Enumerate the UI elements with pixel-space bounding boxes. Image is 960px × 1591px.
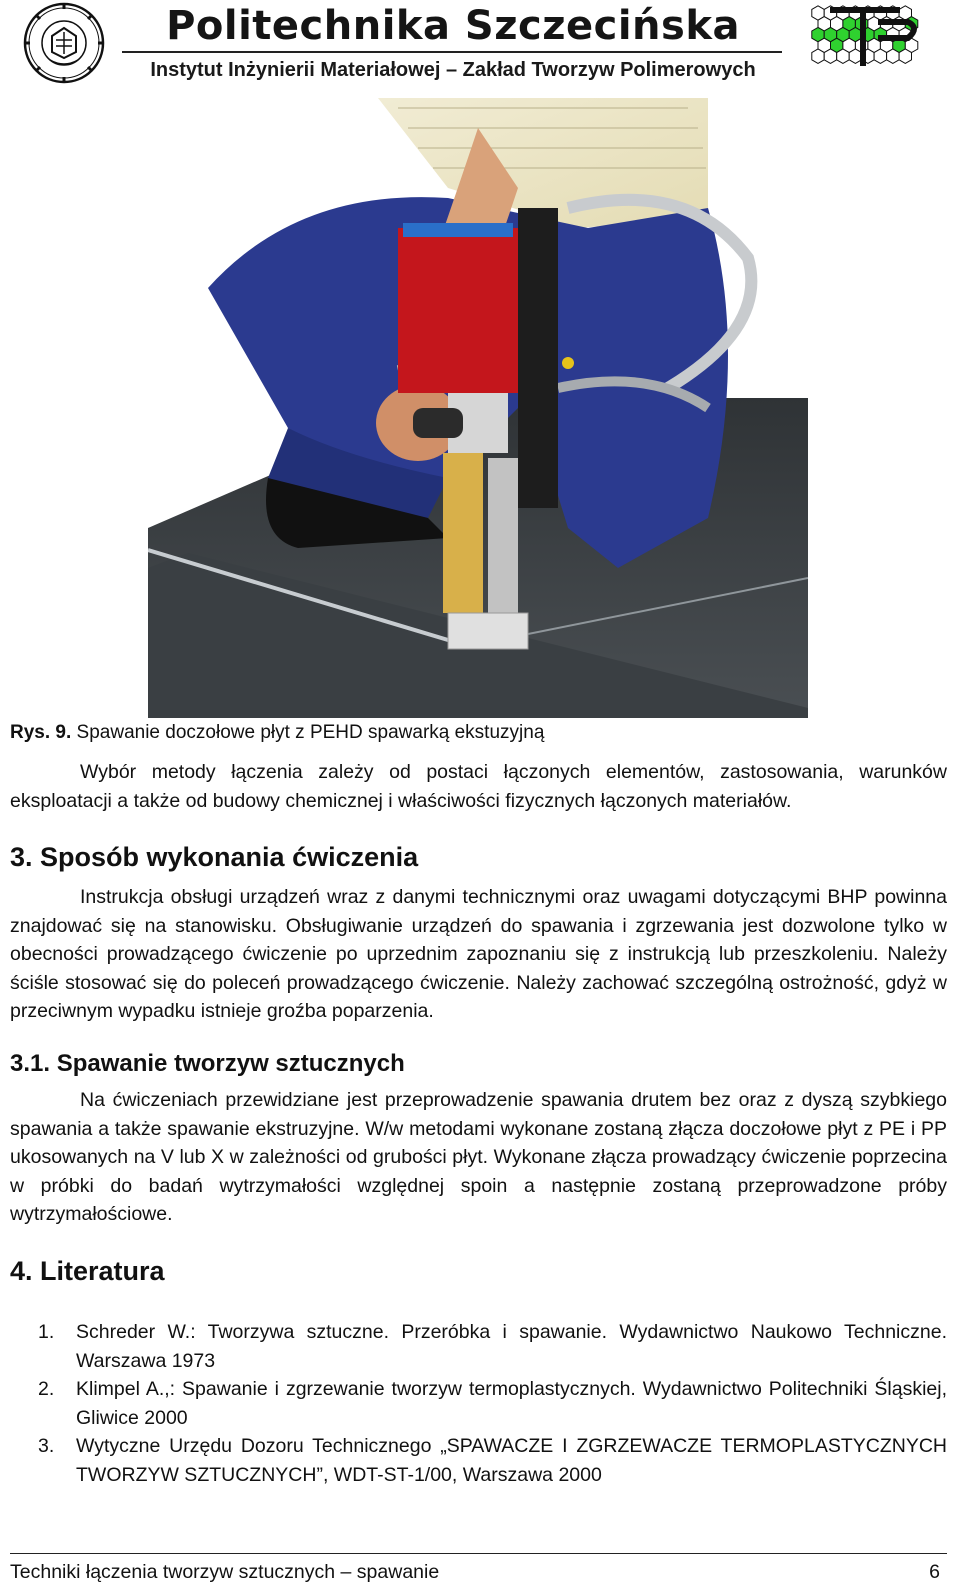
reference-number: 3. bbox=[38, 1435, 55, 1457]
intro-paragraph-text: Wybór metody łączenia zależy od postaci łączonych elementów, zastosowania, warunków eksploatacji a także od budowy chemicznej i właściwości fizycznych łączonych materiałów. bbox=[10, 761, 947, 812]
header-divider bbox=[122, 51, 782, 53]
figure-caption-text: Spawanie doczołowe płyt z PEHD spawarką ekstuzyjną bbox=[76, 722, 545, 743]
logo-hexagon-cell bbox=[812, 49, 824, 63]
reference-text: Schreder W.: Tworzywa sztuczne. Przeróbka i spawanie. Wydawnictwo Naukowo Techniczne. Warszawa 1973 bbox=[76, 1321, 947, 1372]
institute-name: Instytut Inżynierii Materiałowej – Zakład Tworzyw Polimerowych bbox=[150, 59, 756, 81]
section-3-1-paragraph bbox=[10, 1086, 947, 1229]
logo-hexagon-cell bbox=[899, 49, 911, 63]
reference-number: 1. bbox=[38, 1321, 55, 1343]
figure-label: Rys. 9. bbox=[10, 722, 72, 743]
figure-caption bbox=[10, 720, 544, 746]
section-3-1-paragraph-text: Na ćwiczeniach przewidziane jest przeprowadzenie spawania drutem bez oraz z dyszą szybkiego spawania a także spawanie ekstruzyjne. W/w metodami wykonane zostaną złącza doczołowe płyt z PE i PP ukosowanych na V lub X w zależności od grubości płyt. Wykonane złącza prowadzący ćwiczenie poprzecina w próbki do badań wytrzymałości względnej spoin a następnie zostaną przeprowadzone próby wytrzymałościowe. bbox=[10, 1089, 947, 1225]
footer-divider bbox=[10, 1553, 947, 1554]
extrusion-welding-photo bbox=[148, 98, 808, 718]
section-3-heading: 3. Sposób wykonania ćwiczenia bbox=[10, 842, 419, 872]
reference-item bbox=[10, 1318, 947, 1375]
logo-hexagon-cell bbox=[849, 49, 861, 63]
section-3-1-heading: 3.1. Spawanie tworzyw sztucznych bbox=[10, 1050, 405, 1077]
page-number: 6 bbox=[929, 1561, 940, 1583]
department-hexagon-logo bbox=[808, 4, 938, 76]
reference-text: Klimpel A.,: Spawanie i zgrzewanie tworzyw termoplastycznych. Wydawnictwo Politechniki Śląskiej, Gliwice 2000 bbox=[76, 1378, 947, 1429]
references-list bbox=[10, 1318, 947, 1489]
logo-hexagon-cell bbox=[874, 49, 887, 63]
logo-hexagon-cell bbox=[887, 49, 900, 63]
university-seal-logo bbox=[20, 2, 108, 84]
section-4-heading: 4. Literatura bbox=[10, 1256, 165, 1286]
reference-text: Wytyczne Urzędu Dozoru Technicznego „SPAWACZE I ZGRZEWACZE TERMOPLASTYCZNYCH TWORZYW SZTUCZNYCH”, WDT-ST-1/00, Warszawa 2000 bbox=[76, 1435, 947, 1486]
logo-hexagon-cell bbox=[837, 49, 850, 63]
reference-item bbox=[10, 1375, 947, 1432]
section-3-paragraph bbox=[10, 883, 947, 1026]
page-header bbox=[0, 0, 960, 90]
reference-number: 2. bbox=[38, 1378, 55, 1400]
university-name: Politechnika Szczecińska bbox=[166, 3, 740, 49]
reference-item bbox=[10, 1432, 947, 1489]
logo-hexagon-cell bbox=[824, 49, 837, 63]
footer-title: Techniki łączenia tworzyw sztucznych – spawanie bbox=[10, 1561, 440, 1583]
section-3-paragraph-text: Instrukcja obsługi urządzeń wraz z danymi technicznymi oraz uwagami dotyczącymi BHP powinna znajdować się na stanowisku. Obsługiwanie urządzeń do spawania i zgrzewania jest dozwolone tylko w obecności prowadzącego ćwiczenie po uprzednim zapoznaniu się z instrukcją lub przeszkoleniu. Należy ściśle stosować się do poleceń prowadzącego ćwiczenie. Należy zachować szczególną ostrożność, gdyż w przeciwnym wypadku istnieje groźba poparzenia. bbox=[10, 886, 947, 1022]
intro-paragraph bbox=[10, 758, 947, 815]
